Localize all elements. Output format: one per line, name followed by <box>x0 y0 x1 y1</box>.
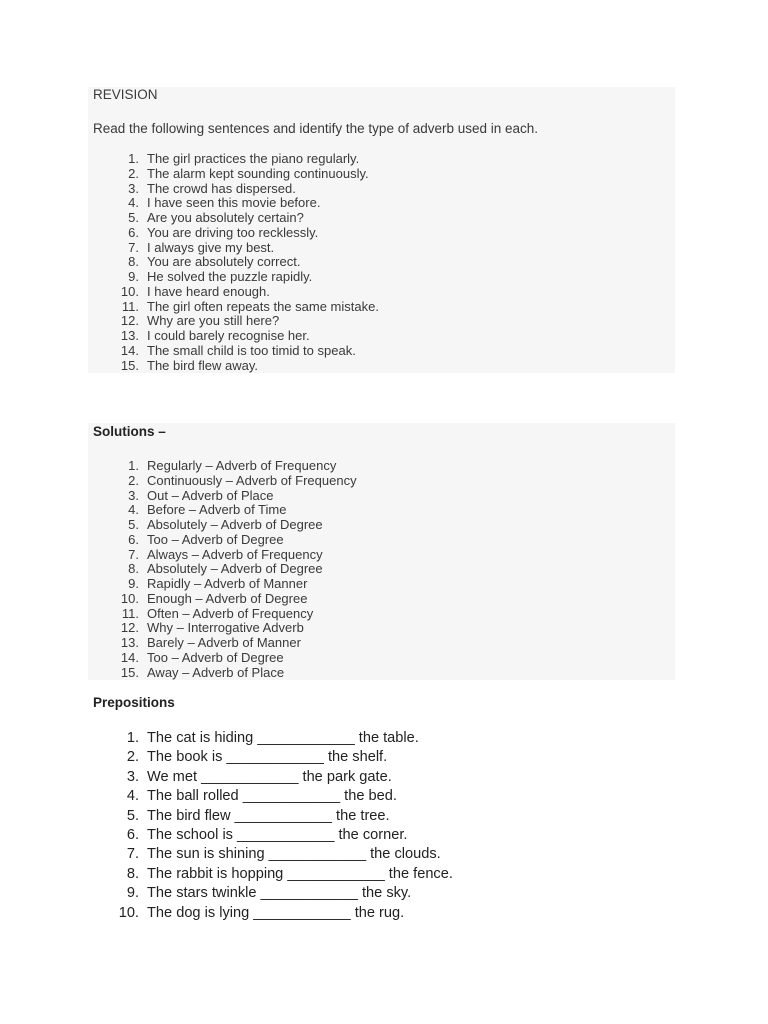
item-number: 5. <box>126 807 139 824</box>
list-item <box>93 826 453 845</box>
item-text: He solved the puzzle rapidly. <box>147 269 313 284</box>
item-text: Barely – Adverb of Manner <box>147 635 301 650</box>
revision-title: REVISION <box>93 87 158 102</box>
list-item <box>93 270 379 285</box>
list-item <box>93 533 357 548</box>
list-item <box>93 729 453 748</box>
list-item <box>93 636 357 651</box>
item-number: 5. <box>128 210 139 225</box>
item-number: 2. <box>126 749 139 766</box>
item-text: Are you absolutely certain? <box>147 210 304 225</box>
list-item <box>93 329 379 344</box>
item-text: The book is ____________ the shelf. <box>147 749 388 766</box>
item-text: I always give my best. <box>147 239 275 255</box>
item-text: Before – Adverb of Time <box>147 502 287 518</box>
item-text: Too – Adverb of Degree <box>147 649 284 665</box>
item-number: 9. <box>126 885 139 902</box>
list-item <box>93 904 453 923</box>
item-text: You are absolutely correct. <box>147 254 301 270</box>
list-item <box>93 359 379 374</box>
item-text: Enough – Adverb of Degree <box>147 590 308 606</box>
instruction-text: Read the following sentences and identify the type of adverb used in each. <box>93 121 539 136</box>
list-item <box>93 182 379 197</box>
list-item <box>93 285 379 300</box>
item-text: The bird flew away. <box>147 357 259 373</box>
item-text: The cat is hiding ____________ the table. <box>147 730 419 746</box>
item-text: Always – Adverb of Frequency <box>147 546 323 562</box>
item-number: 7. <box>128 239 139 255</box>
list-item <box>93 592 357 607</box>
item-number: 3. <box>128 180 139 196</box>
item-number: 8. <box>128 561 139 577</box>
item-number: 11. <box>121 298 139 314</box>
item-text: I have heard enough. <box>147 283 270 299</box>
item-text: Regularly – Adverb of Frequency <box>147 458 337 473</box>
item-number: 2. <box>128 165 139 181</box>
item-number: 6. <box>128 531 139 547</box>
item-number: 12. <box>120 620 139 636</box>
item-text: The crowd has dispersed. <box>147 180 296 196</box>
item-number: 1. <box>128 151 139 166</box>
item-number: 7. <box>126 846 139 863</box>
item-number: 8. <box>128 254 139 270</box>
item-number: 9. <box>128 576 139 591</box>
item-number: 5. <box>128 517 139 532</box>
item-text: You are driving too recklessly. <box>147 224 319 240</box>
item-number: 15. <box>120 664 139 680</box>
list-item <box>93 211 379 226</box>
list-item <box>93 226 379 241</box>
item-text: Absolutely – Adverb of Degree <box>147 517 323 532</box>
item-number: 13. <box>120 328 139 343</box>
item-text: The stars twinkle ____________ the sky. <box>147 885 412 902</box>
list-item <box>93 314 379 329</box>
item-text: The bird flew ____________ the tree. <box>147 807 390 824</box>
item-text: The dog is lying ____________ the rug. <box>147 904 405 921</box>
item-number: 6. <box>128 224 139 240</box>
item-text: The alarm kept sounding continuously. <box>147 165 369 181</box>
list-item <box>93 503 357 518</box>
item-text: The girl often repeats the same mistake. <box>147 298 379 314</box>
list-item <box>93 748 453 767</box>
list-item <box>93 845 453 864</box>
item-text: The sun is shining ____________ the clouds. <box>147 846 441 863</box>
item-text: Too – Adverb of Degree <box>147 531 284 547</box>
revision-question-list <box>93 152 379 373</box>
list-item <box>93 196 379 211</box>
item-text: Out – Adverb of Place <box>147 487 274 503</box>
item-number: 7. <box>128 546 139 562</box>
item-text: We met ____________ the park gate. <box>147 768 392 785</box>
item-text: The girl practices the piano regularly. <box>147 151 360 166</box>
item-number: 1. <box>128 458 139 473</box>
list-item <box>93 865 453 884</box>
list-item <box>93 607 357 622</box>
item-number: 10. <box>118 904 139 921</box>
list-item <box>93 518 357 533</box>
item-number: 4. <box>128 502 139 518</box>
list-item <box>93 768 453 787</box>
item-text: Why – Interrogative Adverb <box>147 620 304 636</box>
list-item <box>93 562 357 577</box>
solutions-list <box>93 459 357 680</box>
item-number: 12. <box>120 313 139 329</box>
item-number: 6. <box>126 826 139 843</box>
item-text: Absolutely – Adverb of Degree <box>147 561 323 577</box>
item-text: The school is ____________ the corner. <box>147 826 408 843</box>
prepositions-title: Prepositions <box>93 695 175 710</box>
list-item <box>93 459 357 474</box>
item-text: Often – Adverb of Frequency <box>147 605 314 621</box>
list-item <box>93 241 379 256</box>
item-number: 13. <box>120 635 139 650</box>
item-number: 8. <box>126 865 139 882</box>
list-item <box>93 300 379 315</box>
item-number: 14. <box>120 649 139 665</box>
item-text: I have seen this movie before. <box>147 195 321 211</box>
item-text: The ball rolled ____________ the bed. <box>147 788 397 805</box>
item-text: Rapidly – Adverb of Manner <box>147 576 308 591</box>
item-text: The small child is too timid to speak. <box>147 342 356 358</box>
list-item <box>93 807 453 826</box>
item-text: Away – Adverb of Place <box>147 664 285 680</box>
list-item <box>93 167 379 182</box>
item-number: 9. <box>128 269 139 284</box>
list-item <box>93 787 453 806</box>
item-number: 4. <box>126 788 139 805</box>
item-text: Why are you still here? <box>147 313 280 329</box>
item-number: 10. <box>120 590 139 606</box>
item-text: I could barely recognise her. <box>147 328 310 343</box>
solutions-title: Solutions – <box>93 424 166 439</box>
item-number: 14. <box>120 342 139 358</box>
item-number: 4. <box>128 195 139 211</box>
item-number: 3. <box>128 487 139 503</box>
list-item <box>93 344 379 359</box>
item-number: 1. <box>126 730 139 746</box>
list-item <box>93 474 357 489</box>
item-text: Continuously – Adverb of Frequency <box>147 472 357 488</box>
item-number: 11. <box>121 605 139 621</box>
list-item <box>93 548 357 563</box>
list-item <box>93 621 357 636</box>
list-item <box>93 255 379 270</box>
list-item <box>93 577 357 592</box>
item-number: 3. <box>126 768 139 785</box>
list-item <box>93 489 357 504</box>
list-item <box>93 666 357 681</box>
item-text: The rabbit is hopping ____________ the fence. <box>147 865 453 882</box>
prepositions-exercise-list <box>93 729 453 923</box>
item-number: 2. <box>128 472 139 488</box>
item-number: 10. <box>120 283 139 299</box>
item-number: 15. <box>120 357 139 373</box>
list-item <box>93 884 453 903</box>
list-item <box>93 651 357 666</box>
list-item <box>93 152 379 167</box>
